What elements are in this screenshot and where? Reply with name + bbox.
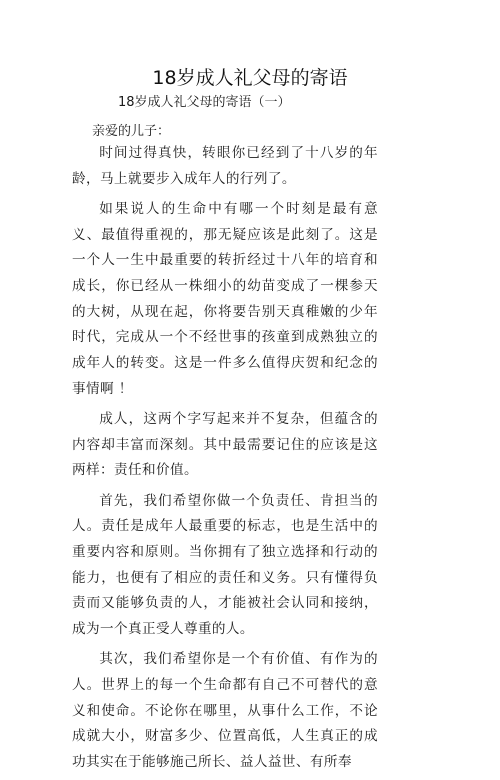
letter-body [72, 141, 378, 780]
paragraph: 如果说人的生命中有哪一个时刻是最有意义、最值得重视的，那无疑应该是此刻了。这是一个人一生中最重要的转折经过十八年的培育和成长，你已经从一株细小的幼苗变成了一棵参天的大树，从现在起，你将要告别天真稚嫩的少年时代，完成从一个不经世事的孩童到成熟独立的成年人的转变。这是一件多么值得庆贺和纪念的事情啊 ！ [72, 200, 378, 397]
section-subtitle: 18岁成人礼父母的寄语（一） [118, 95, 291, 110]
salutation: 亲爱的儿子： [92, 124, 171, 139]
paragraph: 时间过得真快，转眼你已经到了十八岁的年龄，马上就要步入成年人的行列了。 [72, 145, 378, 187]
paragraph: 成人，这两个字写起来并不复杂，但蕴含的内容却丰富而深刻。其中最需要记住的应该是这两样：责任和价值。 [72, 411, 378, 479]
page-title: 18岁成人礼父母的寄语 [152, 67, 348, 89]
paragraph: 其次，我们希望你是一个有价值、有作为的人。世界上的每一个生命都有自己不可替代的意义和使命。不论你在哪里，从事什么工作，不论成就大小，财富多少、位置高低，人生真正的成功其实在于能够施己所长、益人益世、有所奉 [72, 651, 378, 771]
paragraph: 首先，我们希望你做一个负责任、肯担当的人。责任是成年人最重要的标志，也是生活中的重要内容和原则。当你拥有了独立选择和行动的能力，也便有了相应的责任和义务。只有懂得负责而又能够负责的人，才能被社会认同和接纳，成为一个真正受人尊重的人。 [72, 492, 378, 638]
